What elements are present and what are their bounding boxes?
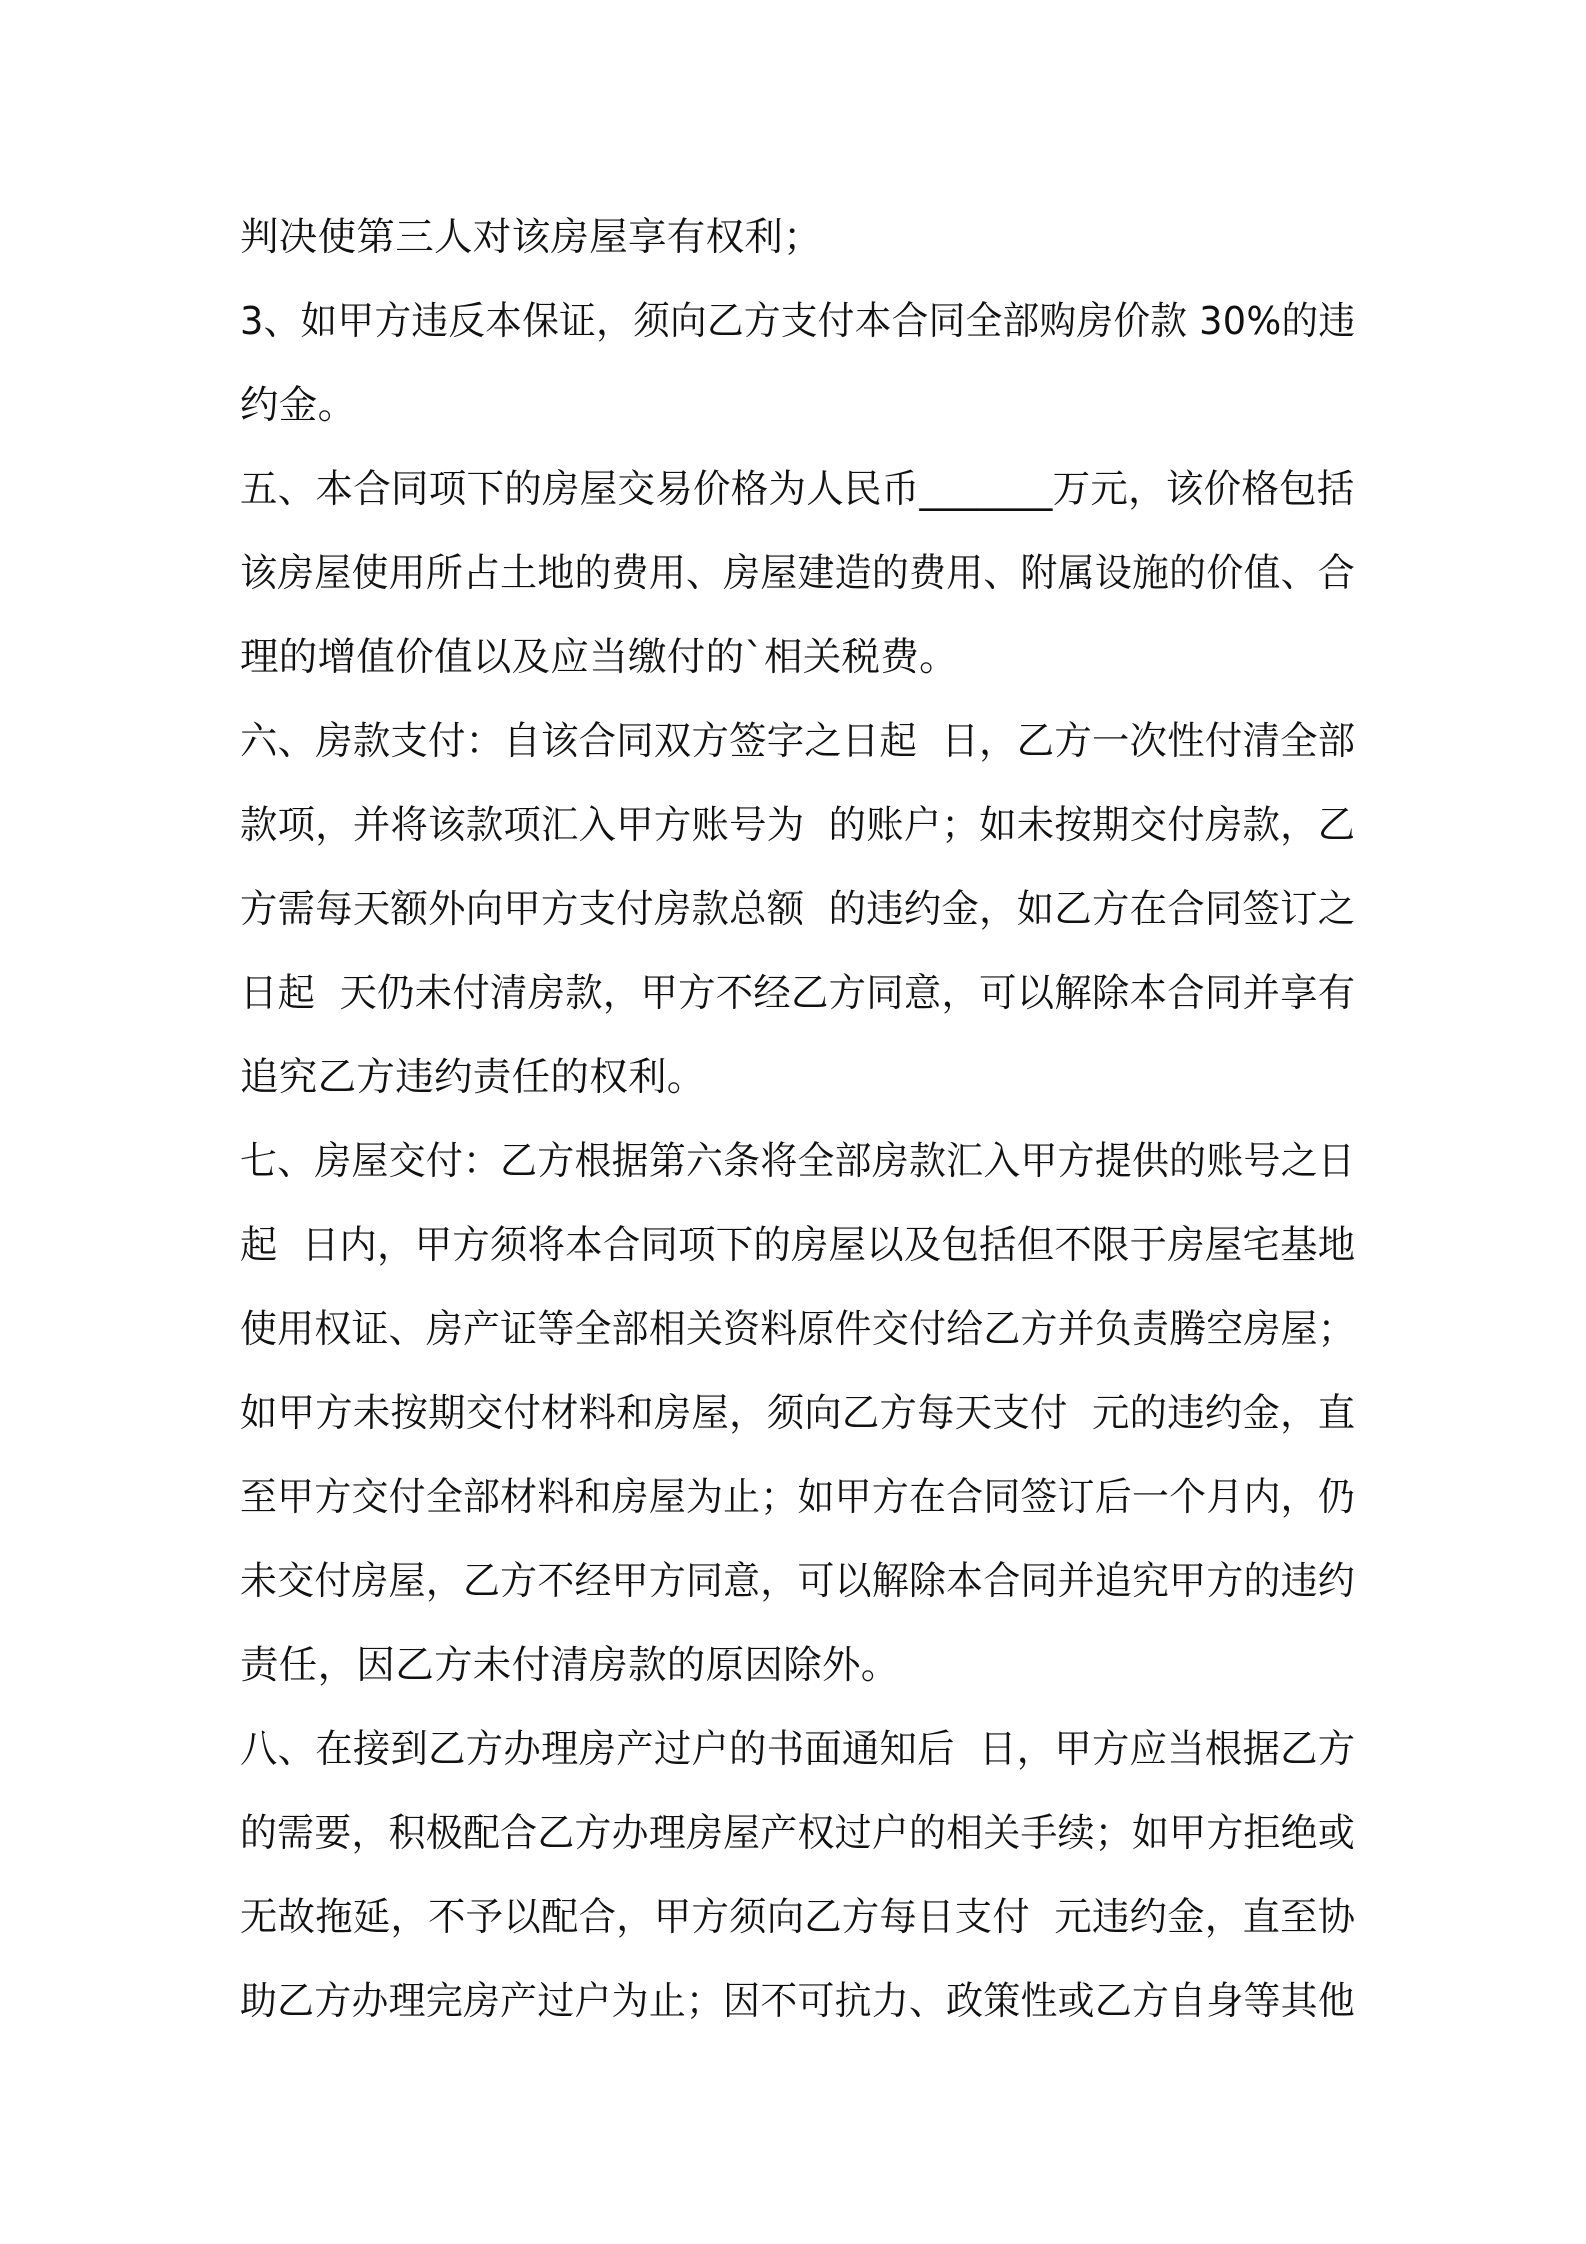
text-line: 该房屋使用所占土地的费用、房屋建造的费用、附属设施的价值、合 — [240, 551, 1356, 596]
text-line: 六、房款支付：自该合同双方签字之日起 日，乙方一次性付清全部 — [240, 719, 1356, 764]
text-line: 的需要，积极配合乙方办理房屋产权过户的相关手续；如甲方拒绝或 — [240, 1811, 1356, 1856]
text-line: 七、房屋交付：乙方根据第六条将全部房款汇入甲方提供的账号之日 — [240, 1139, 1356, 1184]
text-line: 未交付房屋，乙方不经甲方同意，可以解除本合同并追究甲方的违约 — [240, 1559, 1356, 1604]
text-line: 无故拖延，不予以配合，甲方须向乙方每日支付 元违约金，直至协 — [240, 1895, 1356, 1940]
text-line: 八、在接到乙方办理房产过户的书面通知后 日，甲方应当根据乙方 — [240, 1727, 1356, 1772]
text-line: 起 日内，甲方须将本合同项下的房屋以及包括但不限于房屋宅基地 — [240, 1223, 1356, 1268]
contract-body-text — [240, 196, 1355, 2044]
text-line: 理的增值价值以及应当缴付的`相关税费。 — [240, 635, 958, 680]
text-line: 3、如甲方违反本保证，须向乙方支付本合同全部购房价款 30%的违 — [240, 299, 1356, 344]
text-line: 款项，并将该款项汇入甲方账号为 的账户；如未按期交付房款，乙 — [240, 803, 1356, 848]
text-line: 判决使第三人对该房屋享有权利； — [240, 215, 823, 260]
text-line: 如甲方未按期交付材料和房屋，须向乙方每天支付 元的违约金，直 — [240, 1391, 1356, 1436]
text-line: 使用权证、房产证等全部相关资料原件交付给乙方并负责腾空房屋； — [240, 1307, 1356, 1352]
text-line: 至甲方交付全部材料和房屋为止；如甲方在合同签订后一个月内，仍 — [240, 1475, 1356, 1520]
text-line: 约金。 — [240, 383, 357, 428]
text-line: 追究乙方违约责任的权利。 — [240, 1055, 706, 1100]
text-line: 五、本合同项下的房屋交易价格为人民币_______万元，该价格包括 — [240, 467, 1355, 512]
text-line: 方需每天额外向甲方支付房款总额 的违约金，如乙方在合同签订之 — [240, 887, 1356, 932]
text-line: 责任，因乙方未付清房款的原因除外。 — [240, 1643, 900, 1688]
text-line: 日起 天仍未付清房款，甲方不经乙方同意，可以解除本合同并享有 — [240, 971, 1356, 1016]
text-line: 助乙方办理完房产过户为止；因不可抗力、政策性或乙方自身等其他 — [240, 1979, 1356, 2024]
